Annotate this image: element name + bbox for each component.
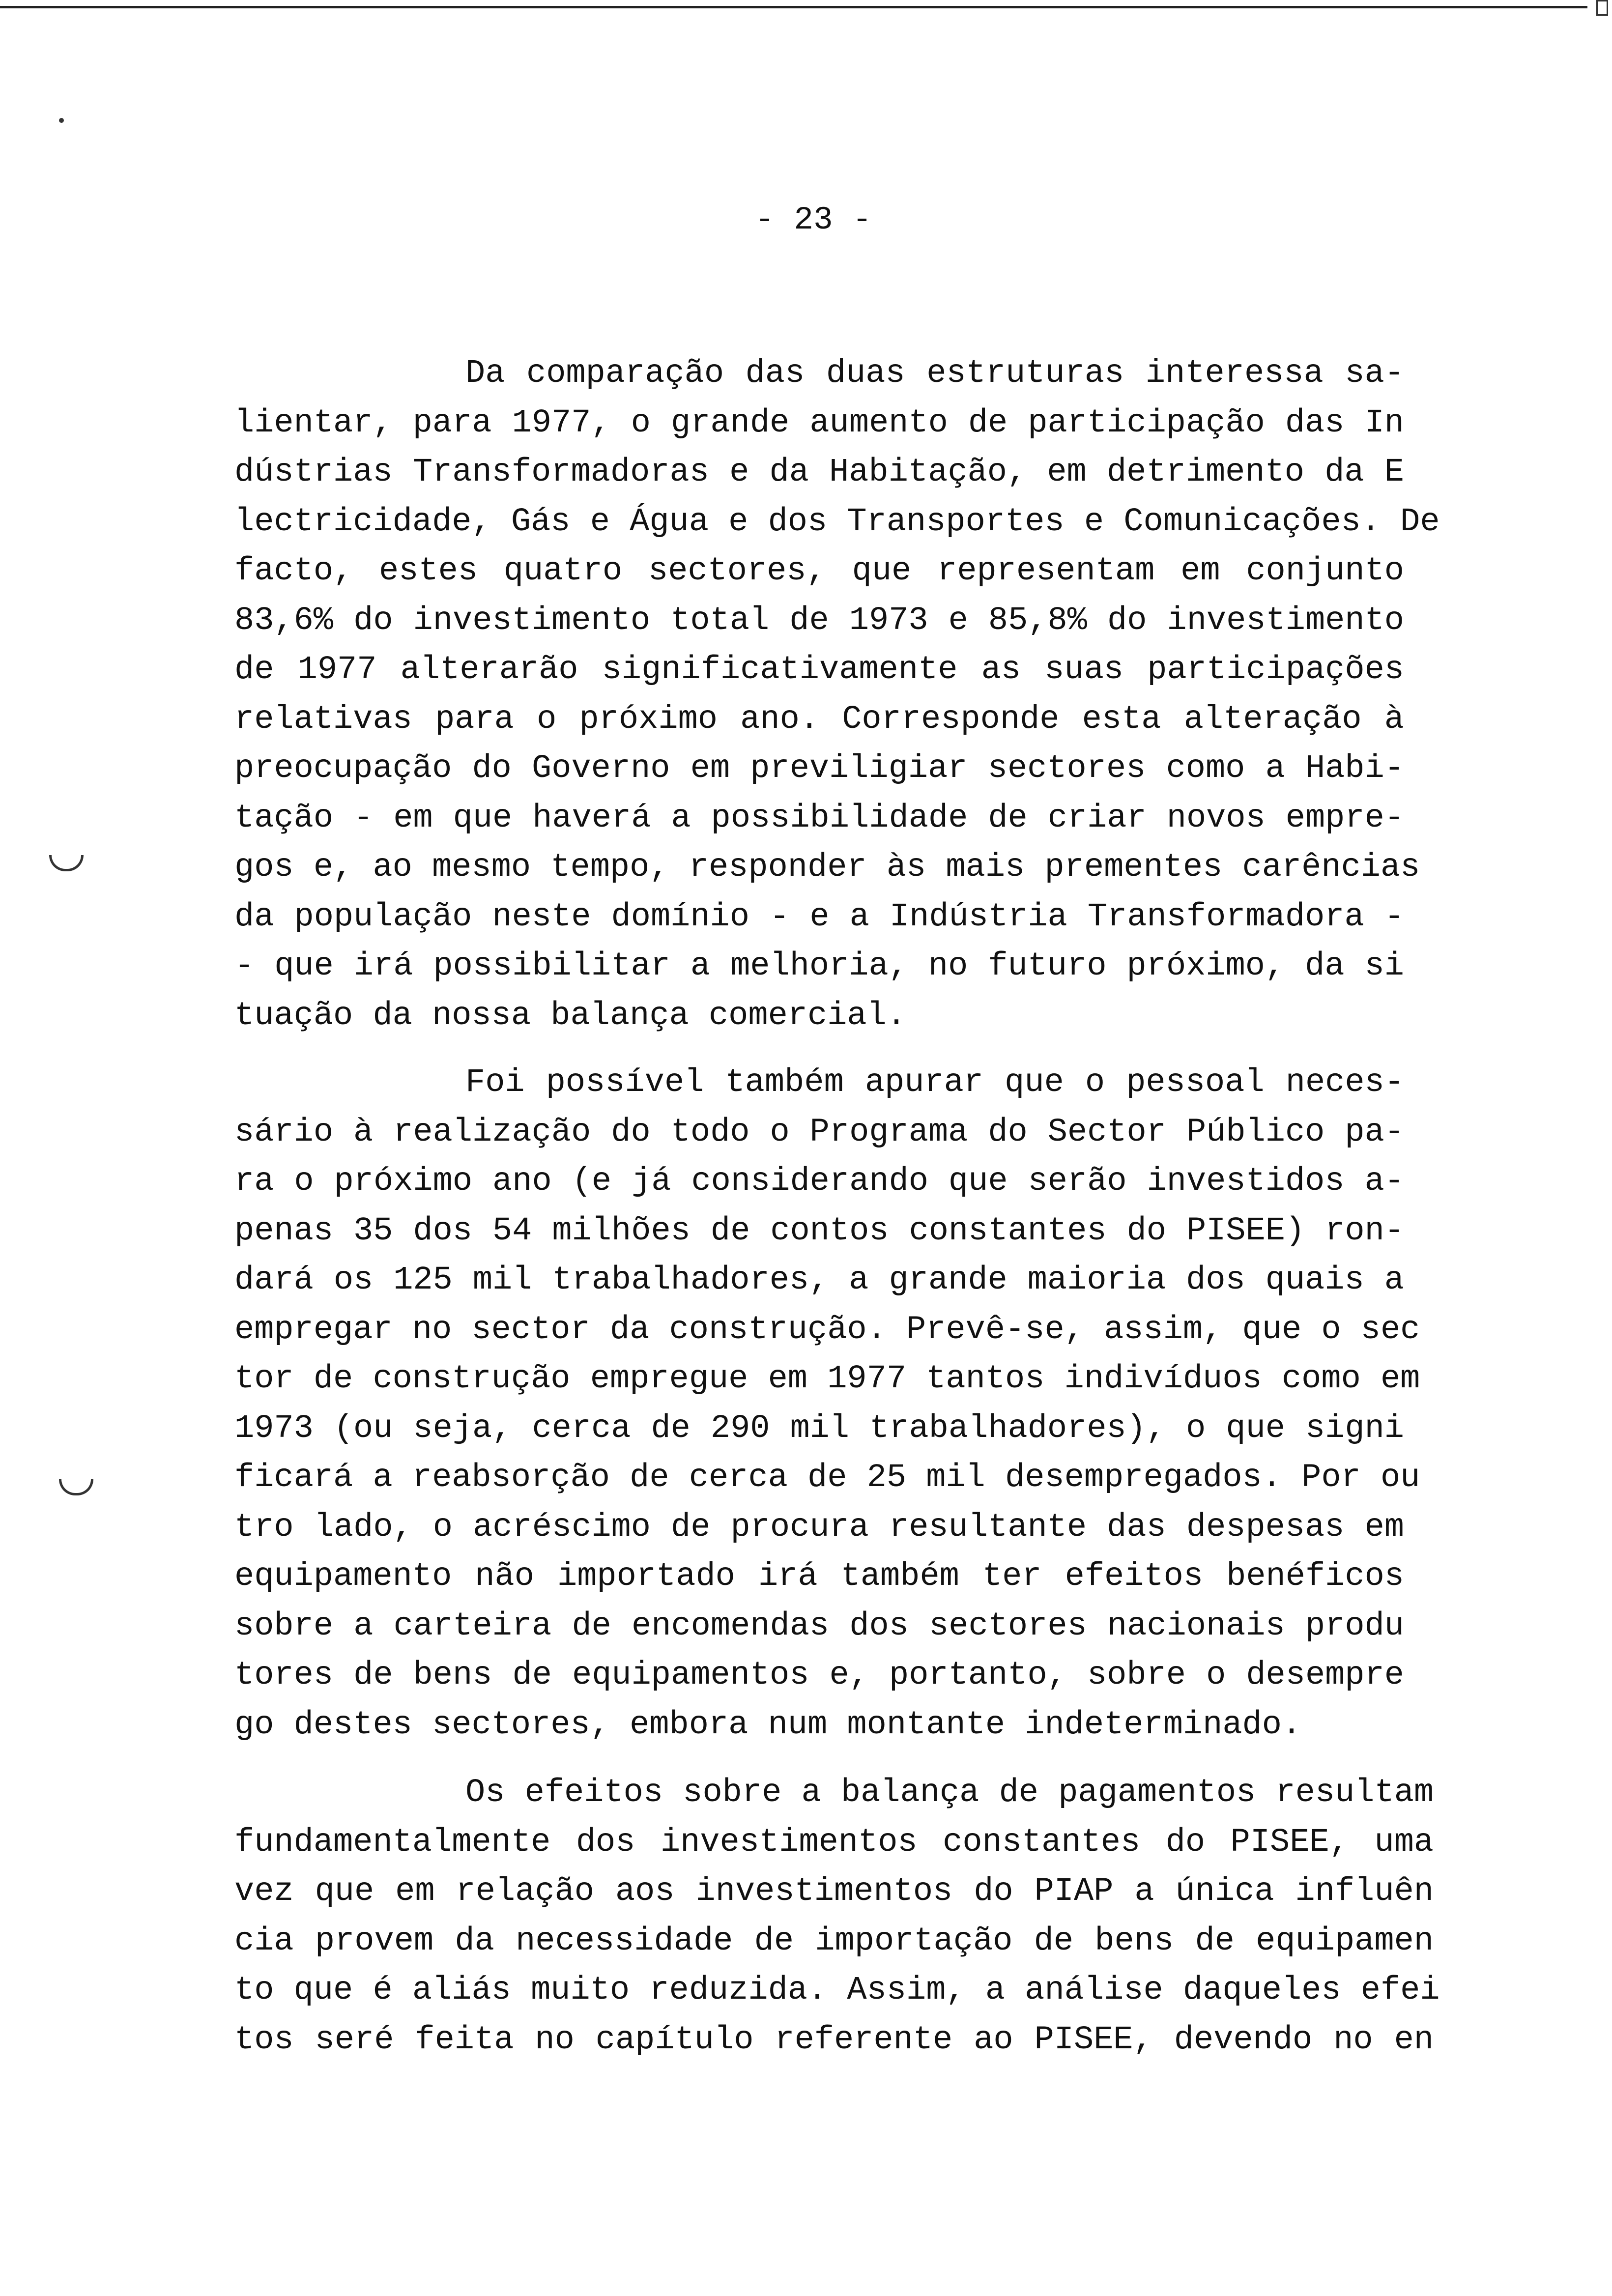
text-line: facto, estes quatro sectores, que representam em conjunto [234,552,1404,590]
text-line: preocupação do Governo em previligiar sectores como a Habi- [234,750,1404,787]
text-line: de 1977 alterarão significativamente as suas participações [234,651,1404,689]
text-line: fundamentalmente dos investimentos constantes do PISEE, uma [234,1823,1434,1861]
text-line: gos e, ao mesmo tempo, responder às mais prementes carências [234,849,1420,886]
text-line: ficará a reabsorção de cerca de 25 mil desempregados. Por ou [234,1459,1420,1496]
text-line: - que irá possibilitar a melhoria, no futuro próximo, da si [234,947,1404,985]
binding-hole-mark [59,1479,93,1495]
text-line: tos seré feita no capítulo referente ao PISEE, devendo no en [234,2021,1434,2059]
page-number: - 23 - [755,201,872,238]
text-line: tro lado, o acréscimo de procura resultante das despesas em [234,1508,1404,1546]
text-line: da população neste domínio - e a Indústria Transformadora - [234,898,1404,936]
text-line: equipamento não importado irá também ter efeitos benéficos [234,1558,1404,1595]
text-line: sário à realização do todo o Programa do Sector Público pa- [234,1113,1404,1151]
corner-scan-mark [1596,0,1608,16]
text-line: Os efeitos sobre a balança de pagamentos resultam [465,1774,1434,1811]
binding-hole-mark [49,855,84,871]
text-line: go destes sectores, embora num montante indeterminado. [234,1706,1302,1744]
text-line: tação - em que haverá a possibilidade de criar novos empre- [234,799,1404,837]
paragraph-2 [234,1058,1420,1750]
text-line: penas 35 dos 54 milhões de contos constantes do PISEE) ron- [234,1212,1404,1250]
text-line: empregar no sector da construção. Prevê-se, assim, que o sec [234,1311,1420,1349]
text-line: vez que em relação aos investimentos do PIAP a única influên [234,1873,1434,1910]
text-line: Foi possível também apurar que o pessoal neces- [465,1064,1404,1101]
text-line: cia provem da necessidade de importação de bens de equipamen [234,1922,1434,1960]
text-line: tuação da nossa balança comercial. [234,997,907,1034]
text-line: to que é aliás muito reduzida. Assim, a análise daqueles efei [234,1972,1440,2009]
paragraph-1 [234,349,1440,1040]
text-line: sobre a carteira de encomendas dos sectores nacionais produ [234,1607,1404,1645]
paragraph-3 [234,1768,1440,2065]
text-line: relativas para o próximo ano. Corresponde esta alteração à [234,700,1404,738]
text-line: 1973 (ou seja, cerca de 290 mil trabalhadores), o que signi [234,1409,1404,1447]
text-line: Da comparação das duas estruturas interessa sa- [465,355,1404,392]
text-line: tores de bens de equipamentos e, portanto, sobre o desempre [234,1657,1404,1694]
text-line: dará os 125 mil trabalhadores, a grande maioria dos quais a [234,1262,1404,1299]
text-line: ra o próximo ano (e já considerando que serão investidos a- [234,1163,1404,1200]
text-line: tor de construção empregue em 1977 tantos indivíduos como em [234,1360,1420,1398]
text-line: dústrias Transformadoras e da Habitação, em detrimento da E [234,454,1404,491]
text-line: 83,6% do investimento total de 1973 e 85,8% do investimento [234,602,1404,639]
top-scan-border [0,6,1587,8]
text-line: lientar, para 1977, o grande aumento de participação das In [234,404,1404,442]
scan-speck [59,118,64,123]
text-line: lectricidade, Gás e Água e dos Transportes e Comunicações. De [234,503,1440,541]
